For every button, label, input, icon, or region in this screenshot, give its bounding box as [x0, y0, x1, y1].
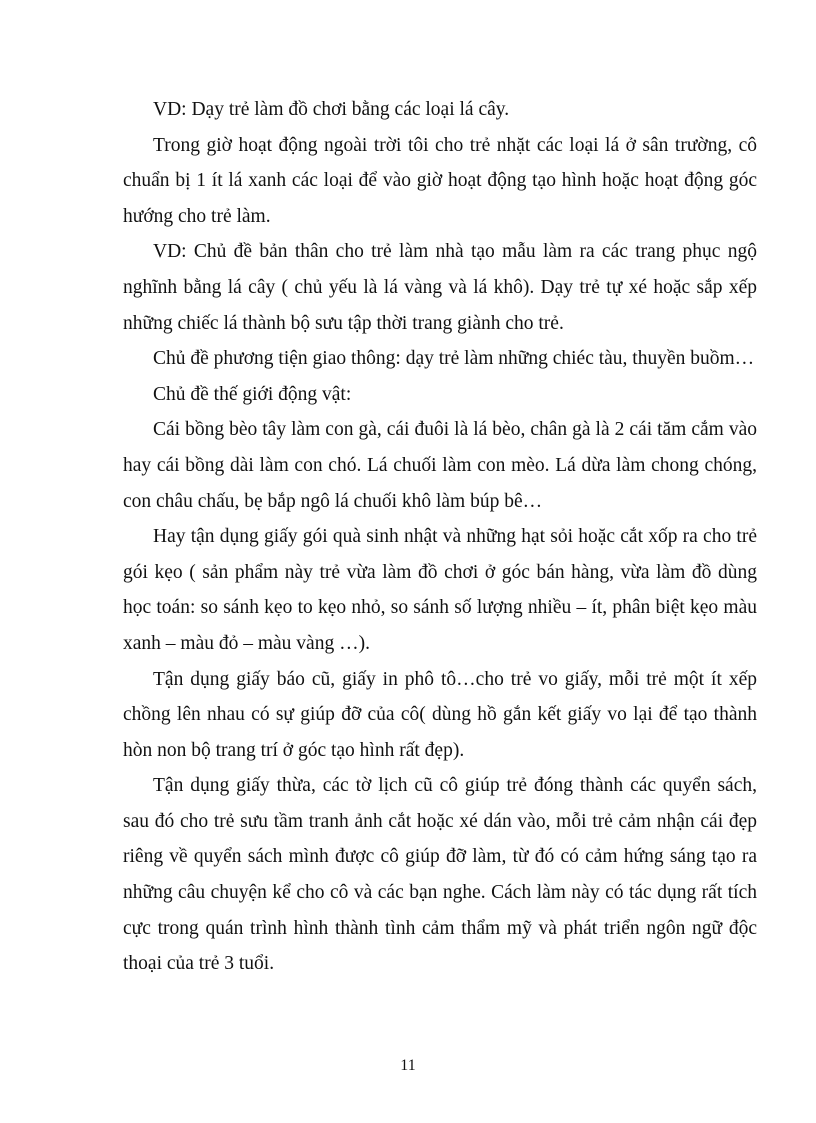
body-text [123, 92, 757, 982]
paragraph-example-leaves: VD: Dạy trẻ làm đồ chơi bằng các loại lá cây. [153, 99, 510, 120]
paragraph-self-theme: VD: Chủ đề bản thân cho trẻ làm nhà tạo mẫu làm ra các trang phục ngộ nghĩnh bằng lá cây ( chủ yếu là lá vàng và lá khô). Dạy trẻ tự xé hoặc sắp xếp những chiếc lá thành bộ sưu tập thời trang giành cho trẻ. [123, 241, 757, 334]
paragraph-old-newspaper: Tận dụng giấy báo cũ, giấy in phô tô…cho trẻ vo giấy, mỗi trẻ một ít xếp chồng lên nhau có sự giúp đỡ của cô( dùng hồ gắn kết giấy vo lại để tạo thành hòn non bộ trang trí ở góc tạo hình rất đẹp). [123, 668, 757, 761]
paragraph-spare-paper-books: Tận dụng giấy thừa, các tờ lịch cũ cô giúp trẻ đóng thành các quyển sách, sau đó cho trẻ sưu tầm tranh ảnh cắt hoặc xé dán vào, mỗi trẻ cảm nhận cái đẹp riêng về quyển sách mình được cô giúp đỡ làm, từ đó có cảm hứng sáng tạo ra những câu chuyện kể cho cô và các bạn nghe. Cách làm này có tác dụng rất tích cực trong quán trình hình thành tình cảm thẩm mỹ và phát triển ngôn ngữ độc thoại của trẻ 3 tuổi. [123, 775, 757, 975]
paragraph-animal-theme-examples: Cái bồng bèo tây làm con gà, cái đuôi là lá bèo, chân gà là 2 cái tăm cắm vào hay cái bồng dài làm con chó. Lá chuối làm con mèo. Lá dừa làm chong chóng, con châu chấu, bẹ bắp ngô lá chuối khô làm búp bê… [123, 419, 757, 512]
paragraph-animal-theme-heading: Chủ đề thế giới động vật: [153, 383, 352, 405]
paragraph-gift-paper: Hay tận dụng giấy gói quà sinh nhật và những hạt sỏi hoặc cắt xốp ra cho trẻ gói kẹo ( sản phẩm này trẻ vừa làm đồ chơi ở góc bán hàng, vừa làm đồ dùng học toán: so sánh kẹo to kẹo nhỏ, so sánh số lượng nhiều – ít, phân biệt kẹo màu xanh – màu đỏ – màu vàng …). [123, 526, 757, 654]
paragraph-transport-theme: Chủ đề phương tiện giao thông: dạy trẻ làm những chiéc tàu, thuyền buồm… [153, 348, 755, 370]
page-number: 11 [400, 1057, 416, 1074]
paragraph-outdoor-activity: Trong giờ hoạt động ngoài trời tôi cho trẻ nhặt các loại lá ở sân trường, cô chuẩn bị 1 ít lá xanh các loại để vào giờ hoạt động tạo hình hoặc hoạt động góc hướng cho trẻ làm. [123, 134, 757, 227]
